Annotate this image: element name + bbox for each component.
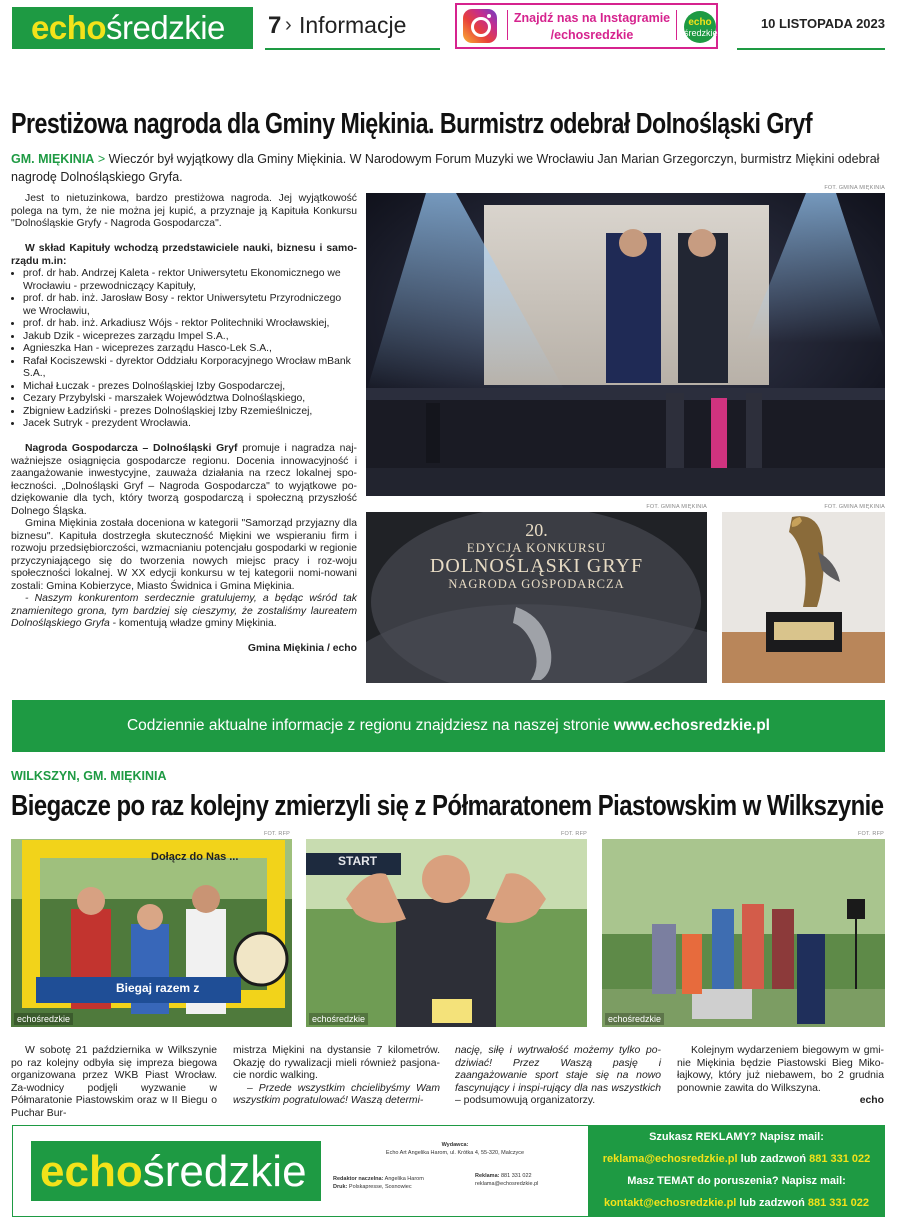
- section-arrow: ›: [285, 14, 292, 36]
- frame-text: Dołącz do Nas ...: [151, 851, 239, 863]
- website-banner[interactable]: Codziennie aktualne informacje z regionu znajdziesz na naszej stronie www.echosredzkie.pl: [12, 700, 885, 752]
- list-item: • Jacek Sutryk - prezydent Wrocławia.: [23, 418, 357, 431]
- video-text: 20.: [525, 520, 548, 540]
- watermark: echośredzkie: [605, 1013, 664, 1025]
- members-list: [11, 268, 357, 431]
- photo-credit: FOT. RFP: [263, 831, 290, 837]
- section-number: 7: [268, 12, 282, 39]
- article2-column-4: Kolejnym wydarzeniem biegowym w gmi-nie Miękinia będzie Piastowski Bieg Miko-łajkowy, który już niebawem, bo 2 grudnia ponownie zawita do Wilkszyna. echo: [677, 1045, 884, 1106]
- list-item: • Jakub Dzik - wiceprezes zarządu Impel S.A.,: [23, 331, 357, 344]
- issue-date: 10 LISTOPADA 2023: [760, 16, 885, 31]
- article2-title: Biegacze po raz kolejny zmierzyli się z Półmaratonem Piastowskim w Wilkszynie: [11, 790, 884, 822]
- article2-column-2: mistrza Miękini na dystansie 7 kilometrów. Okazję do rywalizacji mieli również pasjona-cie nordic walking. – Przede wszystkim chcielibyśmy Wam wszystkim pogratulować! Waszą determi-: [233, 1045, 440, 1106]
- list-item: • Cezary Przybylski - marszałek Województwa Dolnośląskiego,: [23, 393, 357, 406]
- runners-frame-photo: [11, 839, 292, 1027]
- watermark: echośredzkie: [14, 1013, 73, 1025]
- photo-credit: FOT. RFP: [560, 831, 587, 837]
- video-text: EDYCJA KONKURSU: [466, 540, 607, 555]
- article2-column-3: nację, siłę i wytrwałość możemy tylko po-dziwiać! Przez Waszą pasję i zaangażowanie sport staje się na nowo fascynujący i inspi-rujący dla nas wszystkich – podsumowują organizatorzy.: [455, 1045, 661, 1106]
- podium-photo: [602, 839, 885, 1027]
- runner-finish-photo: [306, 839, 587, 1027]
- instagram-handle[interactable]: /echosredzkie: [550, 28, 634, 42]
- list-item: • prof. dr hab. inż. Jarosław Bosy - rektor Uniwersytetu Przyrodniczego we Wrocławiu,: [23, 293, 357, 318]
- divider: [676, 10, 677, 40]
- contact-topic[interactable]: kontakt@echosredzkie.pl lub zadzwoń 881 331 022: [603, 1197, 870, 1209]
- list-item: • prof. dr hab. Andrzej Kaleta - rektor Uniwersytetu Ekonomicznego we Wrocławiu - przewodniczący Kapituły,: [23, 268, 357, 293]
- header-logo: [31, 9, 225, 47]
- instagram-text: Znajdź nas na Instagramie: [513, 11, 671, 25]
- article1-lead: GM. MIĘKINIA > Wieczór był wyjątkowy dla Gminy Miękinia. W Narodowym Forum Muzyki we Wrocławiu Jan Marian Grzegorczyn, burmistrz Miękini odebrał nagrodę Dolnośląskiego Gryfa.: [11, 152, 880, 184]
- photo-credit: FOT. GMINA MIĘKINIA: [824, 504, 885, 510]
- list-item: • Rafał Kociszewski - dyrektor Oddziału Korporacyjnego Wrocław mBank S.A.,: [23, 356, 357, 381]
- publisher-info: Wydawca: Echo Art Angelika Harom, ul. Krótka 4, 55-320, Malczyce: [385, 1142, 525, 1156]
- trophy-photo: [722, 512, 885, 683]
- article1-body: [11, 193, 357, 656]
- section-name: Informacje: [299, 12, 407, 38]
- frame-text: Biegaj razem z: [116, 981, 200, 995]
- start-text: START: [338, 854, 378, 868]
- video-text: DOLNOŚLĄSKI GRYF: [429, 555, 644, 577]
- instagram-icon: [463, 9, 497, 43]
- video-text: NAGRODA GOSPODARCZA: [448, 577, 625, 591]
- watermark: echośredzkie: [309, 1013, 368, 1025]
- article1-signature: Gmina Miękinia / echo: [247, 643, 357, 654]
- photo-credit: FOT. GMINA MIĘKINIA: [824, 185, 885, 191]
- paragraph: Jest to nietuzinkowa, bardzo prestiżowa nagroda. Jej wyjątkowość polega na tym, że nie można jej kupić, a przyznaje ją Kapituła Konkursu "Dolnośląskie Gryfy - Nagroda Gospodarcza".: [11, 193, 357, 229]
- list-item: • Agnieszka Han - wiceprezes zarządu Hasco-Lek S.A.,: [23, 343, 357, 356]
- article1-location: GM. MIĘKINIA: [11, 152, 95, 166]
- header-rule: [737, 48, 885, 50]
- article1-title: Prestiżowa nagroda dla Gminy Miękinia. Burmistrz odebrał Dolnośląski Gryf: [11, 108, 813, 140]
- website-link: www.echosredzkie.pl: [613, 717, 770, 734]
- gala-stage-photo: [366, 193, 885, 496]
- paragraph: Nagroda Gospodarcza – Dolnośląski Gryf promuje i nagradza naj-ważniejsze osiągnięcia gospodarcze regionu. Docenia innowacyjność i zaangażowanie inwestycyjne, zauważa działania na rzecz lokalnej spo-łeczności. „Dolnośląski Gryf – Nagroda Gospodarcza" to wyjątkowe po-dziękowanie dla tych, który tworzą gospodarczą i społeczną przyszłość Dolnego Śląska.: [11, 443, 357, 517]
- editor-info: Redaktor naczelna: Angelika Harom Druk: Polskapresse, Sosnowiec: [333, 1176, 424, 1190]
- logo-rest: średzkie: [106, 9, 225, 46]
- divider: [507, 10, 508, 40]
- logo-echo: echo: [31, 9, 107, 46]
- paragraph: - Naszym konkurentom serdecznie gratulujemy, a będąc wśród tak znamienitego grona, tym bardziej się cieszymy, że zostaliśmy laureatem Dolnośląskiego Gryfa - komentują władze gminy Miękinia.: [11, 593, 357, 629]
- mini-logo: echo średzkie: [684, 11, 716, 43]
- contact-heading: Masz TEMAT do poruszenia? Napisz mail:: [627, 1175, 846, 1187]
- article2-column-1: W sobotę 21 października w Wilkszynie po raz kolejny odbyła się impreza biegowa organizowana przez WKB Piast Wrocław. Za-wodnicy podjęli wyzwanie w Półmaratonie Piastowskim oraz w II Biegu o Puchar Bur-: [11, 1045, 217, 1119]
- ads-info: Reklama: 881 331 022 reklama@echosredzkie.pl: [475, 1173, 539, 1187]
- award-video-still: [366, 512, 707, 683]
- footer-logo: echośredzkie: [40, 1147, 307, 1196]
- article2-location: WILKSZYN, GM. MIĘKINIA: [11, 769, 167, 783]
- list-item: • Zbigniew Ładziński - prezes Dolnośląskiej Izby Rzemieślniczej,: [23, 406, 357, 419]
- photo-credit: FOT. RFP: [857, 831, 884, 837]
- header-rule: [265, 48, 440, 50]
- article2-signature: echo: [859, 1095, 884, 1106]
- list-item: • prof. dr hab. inż. Arkadiusz Wójs - rektor Politechniki Wrocławskiej,: [23, 318, 357, 331]
- contact-ads[interactable]: reklama@echosredzkie.pl lub zadzwoń 881 331 022: [602, 1153, 871, 1165]
- list-item: • Michał Łuczak - prezes Dolnośląskiej Izby Gospodarczej,: [23, 381, 357, 394]
- paragraph: Gmina Miękinia została doceniona w kategorii "Samorząd przyjazny dla biznesu". Kapituła dostrzegła skuteczność Miękini we wspieraniu firm i rozwoju przedsiębiorczości, wzmacnianiu potencjału gospodarki w regionie przyczyniającego się do tworzenia nowych miejsc pracy i roz-woju społeczności lokalnej. W XX edycji konkursu w tej kategorii nomi-nowani zostali: Gmina Kobierzyce, Miasto Świdnica i Gmina Miękinia.: [11, 518, 357, 592]
- photo-credit: FOT. GMINA MIĘKINIA: [646, 504, 707, 510]
- contact-heading: Szukasz REKLAMY? Napisz mail:: [649, 1131, 824, 1143]
- members-heading: W skład Kapituły wchodzą przedstawiciele nauki, biznesu i samo-rządu m.in:: [11, 243, 357, 267]
